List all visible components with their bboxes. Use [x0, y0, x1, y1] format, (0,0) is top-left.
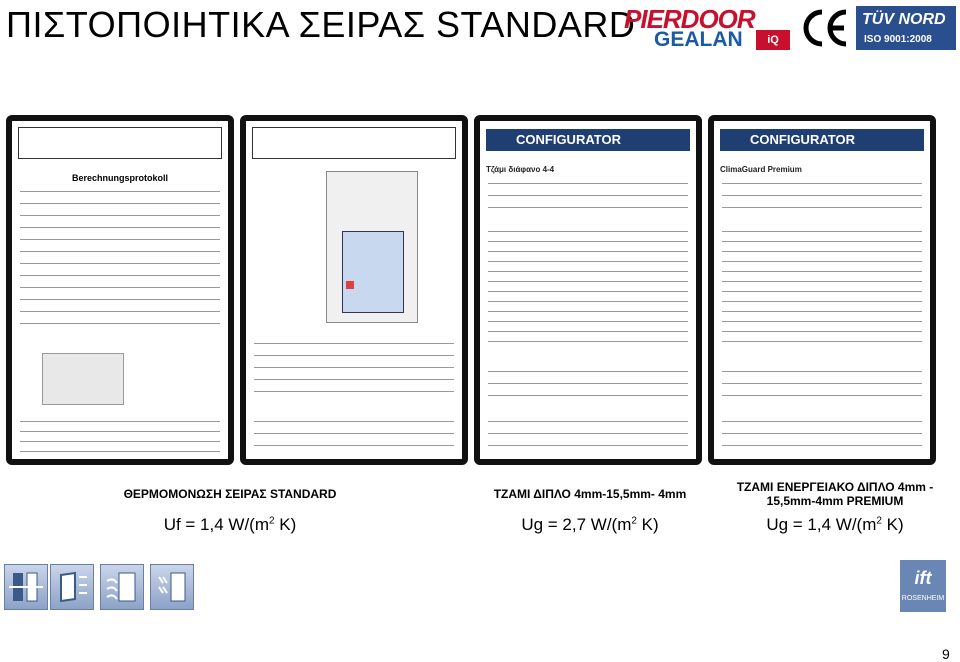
- wind-load-icon: [100, 564, 144, 610]
- doc-heading: CONFIGURATOR: [720, 129, 924, 151]
- pierdoor-logo: PIERDOOR: [624, 4, 755, 34]
- caption-double-glass: ΤΖΑΜΙ ΔΙΠΛΟ 4mm-15,5mm- 4mm: [493, 487, 687, 501]
- caption-energy-glass: ΤΖΑΜΙ ΕΝΕΡΓΕΙΑΚΟ ΔΙΠΛΟ 4mm - 15,5mm-4mm PREMIUM: [736, 480, 934, 508]
- door-profile-icon: [50, 564, 94, 610]
- ug-value-standard: Ug = 2,7 $W/(m^2$ K): [521, 515, 659, 534]
- doc-subheading: ClimaGuard Premium: [720, 165, 802, 174]
- doc-heading: Berechnungsprotokoll: [72, 173, 169, 183]
- certificate-image-ug-premium: [708, 115, 936, 465]
- doc-subheading: Τζάμι διάφανο 4-4: [486, 165, 555, 174]
- doc-heading: CONFIGURATOR: [486, 129, 690, 151]
- certificate-image-diagram: [240, 115, 468, 465]
- certificate-image-uf: [6, 115, 234, 465]
- water-tightness-icon: [150, 564, 194, 610]
- ce-mark-icon: [802, 6, 850, 50]
- gealan-logo: GEALAN: [654, 28, 743, 51]
- tuv-nord-logo: TÜV NORD ISO 9001:2008: [856, 6, 956, 50]
- window-profile-icon: [4, 564, 48, 610]
- logo-strip: [622, 4, 958, 52]
- page-title: ΠΙΣΤΟΠΟΙΗΤΙΚΑ ΣΕΙΡΑΣ STANDARD: [6, 4, 636, 45]
- ug-value-premium: Ug = 1,4 $W/(m^2$ K): [766, 515, 904, 534]
- iq-logo: iQ: [756, 30, 790, 50]
- ift-rosenheim-logo: ift ROSENHEIM: [900, 560, 946, 612]
- uf-value: Uf = 1,4 $W/(m^2$ K): [163, 515, 297, 534]
- page-number: 9: [942, 646, 950, 662]
- caption-standard: ΘΕΡΜΟΜΟΝΩΣΗ ΣΕΙΡΑΣ STANDARD: [123, 487, 337, 501]
- certificate-image-ug-standard: [474, 115, 702, 465]
